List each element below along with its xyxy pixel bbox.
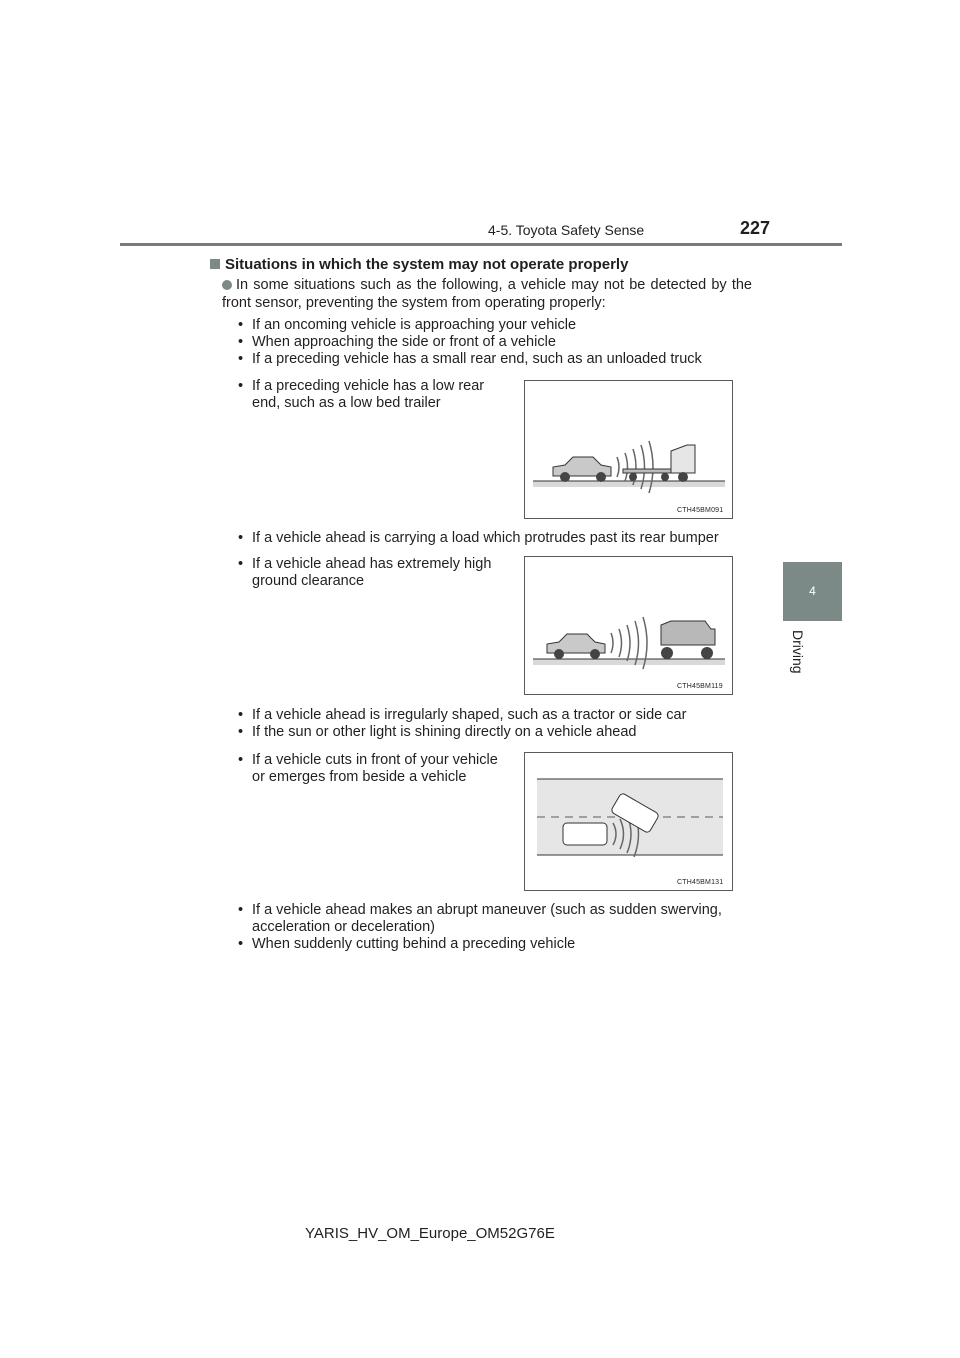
list-item: • If a vehicle ahead is carrying a load which protrudes past its rear bumper <box>238 530 719 546</box>
chapter-tab: 4 <box>783 562 842 621</box>
page-number: 227 <box>740 218 771 238</box>
list-item-low-rear: • If a preceding vehicle has a low rear end, such as a low bed trailer <box>238 378 485 411</box>
section-heading <box>210 256 628 273</box>
list-item: • When approaching the side or front of a vehicle <box>238 334 556 350</box>
figure-code: CTH45BM119 <box>677 683 723 690</box>
intro-text: In some situations such as the following, a vehicle may not be detected by the front sensor, preventing the system from operating properly: <box>222 277 752 311</box>
intro-paragraph <box>222 276 752 312</box>
chapter-label: Driving <box>790 630 806 674</box>
cut-in-illustration <box>525 753 732 890</box>
bullet-circle-icon <box>222 280 232 290</box>
high-clearance-illustration <box>525 557 732 694</box>
list-item: • If an oncoming vehicle is approaching your vehicle <box>238 317 577 333</box>
footer-manual-id: YARIS_HV_OM_Europe_OM52G76E <box>305 1225 555 1242</box>
list-item: • If a vehicle ahead makes an abrupt maneuver (such as sudden swerving, acceleration or deceleration) <box>238 902 722 935</box>
list-item: • If the sun or other light is shining directly on a vehicle ahead <box>238 724 637 740</box>
section-heading-text: Situations in which the system may not operate properly <box>225 256 629 273</box>
figure-cut-in <box>524 752 733 891</box>
low-bed-trailer-illustration <box>525 381 732 518</box>
list-item: • If a preceding vehicle has a small rear end, such as an unloaded truck <box>238 351 702 367</box>
list-item-cut-in: • If a vehicle cuts in front of your vehicle or emerges from beside a vehicle <box>238 752 498 785</box>
list-item: • If a vehicle ahead is irregularly shaped, such as a tractor or side car <box>238 707 687 723</box>
figure-low-bed-trailer <box>524 380 733 519</box>
list-item-high-clearance: • If a vehicle ahead has extremely high ground clearance <box>238 556 492 589</box>
heading-square-icon <box>210 259 220 269</box>
header-divider <box>120 243 842 246</box>
list-item: • When suddenly cutting behind a preceding vehicle <box>238 936 576 952</box>
header-section-title: 4-5. Toyota Safety Sense <box>488 222 645 238</box>
figure-code: CTH45BM131 <box>677 879 724 886</box>
figure-high-clearance <box>524 556 733 695</box>
figure-code: CTH45BM091 <box>677 507 724 514</box>
